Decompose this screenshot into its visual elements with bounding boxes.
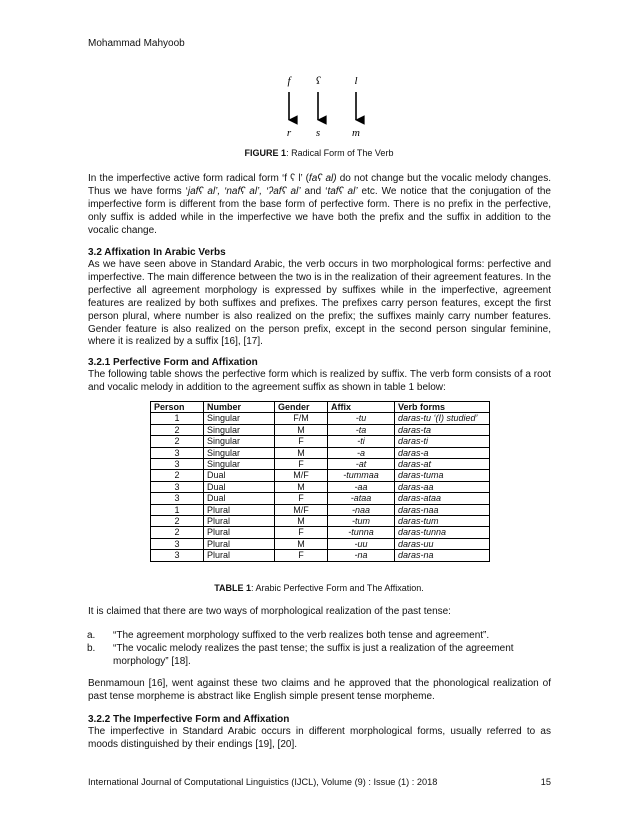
figure-radical-form: [0, 70, 638, 160]
cell-gender: F: [275, 527, 328, 538]
table-row: [151, 447, 490, 458]
cell-affix: -ti: [328, 436, 395, 447]
cell-affix: -tum: [328, 516, 395, 527]
root-letter-l: l: [354, 75, 358, 87]
cell-verb-form: daras-aa: [395, 481, 490, 492]
cell-gender: F: [275, 493, 328, 504]
claim-text-a: “The agreement morphology suffixed to the verb realizes both tense and agreement”.: [113, 630, 490, 641]
cell-person: 3: [151, 481, 204, 492]
claim-text-b: “The vocalic melody realizes the past tense; the suffix is just a realization of the agreement morphology” [18].: [113, 643, 514, 667]
p1-italic-1: faʕ al): [308, 173, 337, 184]
p1-italic-2: jafʕ al’, ‘nafʕ al’, ‘ʔafʕ al’: [187, 185, 301, 197]
col-header-gender: Gender: [275, 402, 328, 413]
cell-affix: -tu: [328, 413, 395, 424]
cell-verb-form: daras-na: [395, 550, 490, 561]
table-row: [151, 436, 490, 447]
cell-person: 3: [151, 550, 204, 561]
table-row: [151, 550, 490, 561]
section-3-2-1-text: The following table shows the perfective form which is realized by suffix. The verb form consists of a root and vocalic melody in addition to the agreement suffix as shown in table 1 below:: [88, 369, 551, 393]
col-header-affix: Affix: [328, 402, 395, 413]
cell-number: Plural: [204, 538, 275, 549]
table-row: [151, 493, 490, 504]
cell-affix: -ataa: [328, 493, 395, 504]
table-row: [151, 413, 490, 424]
p1-text-1: In the imperfective active form radical form ‘f ʕ l’ (: [88, 173, 309, 184]
cell-person: 2: [151, 436, 204, 447]
cell-person: 3: [151, 447, 204, 458]
paragraph-claim-intro: It is claimed that there are two ways of morphological realization of the past tense:: [88, 606, 451, 617]
cell-number: Dual: [204, 470, 275, 481]
running-head-author: Mohammad Mahyoob: [88, 38, 185, 49]
col-header-person: Person: [151, 402, 204, 413]
root-letter-ain: ʕ: [315, 75, 321, 87]
footer-journal: International Journal of Computational Linguistics (IJCL), Volume (9) : Issue (1) : 2018: [88, 777, 438, 787]
cell-gender: M: [275, 538, 328, 549]
cell-verb-form: daras-at: [395, 459, 490, 470]
cell-gender: M: [275, 516, 328, 527]
cell-affix: -a: [328, 447, 395, 458]
claim-item-a: [87, 630, 551, 643]
section-3-2-2-text: The imperfective in Standard Arabic occurs in different morphological forms, usually referred to as moods distinguished by their endings [19], [20].: [88, 726, 551, 750]
table-row: [151, 516, 490, 527]
section-3-2-1-heading: 3.2.1 Perfective Form and Affixation: [88, 357, 258, 368]
cell-number: Dual: [204, 493, 275, 504]
table-row: [151, 470, 490, 481]
figure-caption-text: : Radical Form of The Verb: [286, 148, 394, 158]
p1-text-3: and ‘: [300, 185, 328, 197]
cell-verb-form: daras-tu ‘(I) studied’: [395, 413, 490, 424]
cell-gender: M: [275, 481, 328, 492]
table-row: [151, 481, 490, 492]
claim-marker-a: a.: [87, 630, 96, 641]
radical-form-diagram: [0, 70, 638, 160]
cell-number: Plural: [204, 527, 275, 538]
cell-affix: -aa: [328, 481, 395, 492]
cell-affix: -uu: [328, 538, 395, 549]
col-header-verb-forms: Verb forms: [395, 402, 490, 413]
cell-person: 1: [151, 413, 204, 424]
p1-italic-3: tafʕ al’: [327, 185, 358, 197]
table-row: [151, 538, 490, 549]
p1-text-2: do not change but the vocalic melody changes. Thus we have forms ‘: [88, 173, 552, 197]
cell-number: Dual: [204, 481, 275, 492]
cell-verb-form: daras-a: [395, 447, 490, 458]
cell-gender: F: [275, 459, 328, 470]
cell-number: Singular: [204, 413, 275, 424]
root-letter-f: f: [287, 75, 291, 87]
cell-person: 1: [151, 504, 204, 515]
table-caption: [0, 583, 638, 593]
cell-number: Singular: [204, 447, 275, 458]
cell-gender: M: [275, 447, 328, 458]
figure-caption: [0, 148, 638, 158]
cell-verb-form: daras-tum: [395, 516, 490, 527]
cell-person: 2: [151, 527, 204, 538]
cell-gender: M/F: [275, 470, 328, 481]
table-row: [151, 459, 490, 470]
cell-affix: -ta: [328, 424, 395, 435]
cell-person: 3: [151, 459, 204, 470]
cell-verb-form: daras-ta: [395, 424, 490, 435]
cell-person: 2: [151, 470, 204, 481]
table-caption-label: TABLE 1: [214, 583, 252, 593]
root-letter-r: r: [286, 127, 292, 139]
cell-gender: F: [275, 550, 328, 561]
cell-affix: -naa: [328, 504, 395, 515]
cell-gender: M: [275, 424, 328, 435]
cell-verb-form: daras-tunna: [395, 527, 490, 538]
section-3-2-2-heading: 3.2.2 The Imperfective Form and Affixation: [88, 714, 290, 725]
cell-verb-form: daras-ataa: [395, 493, 490, 504]
root-letter-s: s: [315, 127, 321, 139]
cell-affix: -na: [328, 550, 395, 561]
cell-person: 3: [151, 538, 204, 549]
page-footer: [88, 777, 551, 787]
perfective-forms-table: [150, 401, 490, 562]
cell-verb-form: daras-ti: [395, 436, 490, 447]
cell-person: 2: [151, 424, 204, 435]
cell-affix: -tummaa: [328, 470, 395, 481]
cell-person: 2: [151, 516, 204, 527]
cell-gender: M/F: [275, 504, 328, 515]
cell-affix: -tunna: [328, 527, 395, 538]
cell-number: Plural: [204, 516, 275, 527]
col-header-number: Number: [204, 402, 275, 413]
cell-number: Singular: [204, 436, 275, 447]
cell-verb-form: daras-tuma: [395, 470, 490, 481]
table-caption-text: : Arabic Perfective Form and The Affixation.: [251, 583, 424, 593]
figure-caption-label: FIGURE 1: [244, 148, 287, 158]
cell-verb-form: daras-uu: [395, 538, 490, 549]
cell-person: 3: [151, 493, 204, 504]
paragraph-imperfective-radical: [88, 173, 551, 238]
section-3-2-text: As we have seen above in Standard Arabic, the verb occurs in two morphological forms: perfective and imperfective. The main difference between the two is in the realization of their agreement features. In the perfective all agreement morphology is expressed by suffixes while in the imperfective, agreement features are realized by both suffixes and prefixes. The prefixes carry person features, except the first person plural, where number is also realized on the prefix; the suffixes mainly carry number features. Gender feature is also realized on the person prefix, except in the second person singular feminine, where it is realized by a suffix [16], [17].: [88, 259, 551, 348]
section-3-2-heading: 3.2 Affixation In Arabic Verbs: [88, 247, 226, 258]
claim-marker-b: b.: [87, 643, 96, 654]
cell-number: Singular: [204, 459, 275, 470]
p1-text-4: etc. We notice that the conjugation of the imperfective form is different from the base form of perfective form. There is no prefix in the perfective, only suffix is added while in the imperfective we have both the prefix and the suffix in addition to the vocalic change.: [88, 185, 551, 236]
claim-item-b: [87, 643, 551, 669]
root-letter-m: m: [352, 127, 360, 139]
paragraph-benmamoun: Benmamoun [16], went against these two claims and he approved that the phonological realization of past tense morpheme is abstract like English simple present tense morpheme.: [88, 678, 551, 702]
table-header-row: [151, 402, 490, 413]
cell-number: Singular: [204, 424, 275, 435]
cell-number: Plural: [204, 504, 275, 515]
table-row: [151, 527, 490, 538]
cell-verb-form: daras-naa: [395, 504, 490, 515]
table-row: [151, 504, 490, 515]
cell-gender: F: [275, 436, 328, 447]
cell-number: Plural: [204, 550, 275, 561]
cell-affix: -at: [328, 459, 395, 470]
table-row: [151, 424, 490, 435]
cell-gender: F/M: [275, 413, 328, 424]
page-number: 15: [540, 777, 551, 787]
